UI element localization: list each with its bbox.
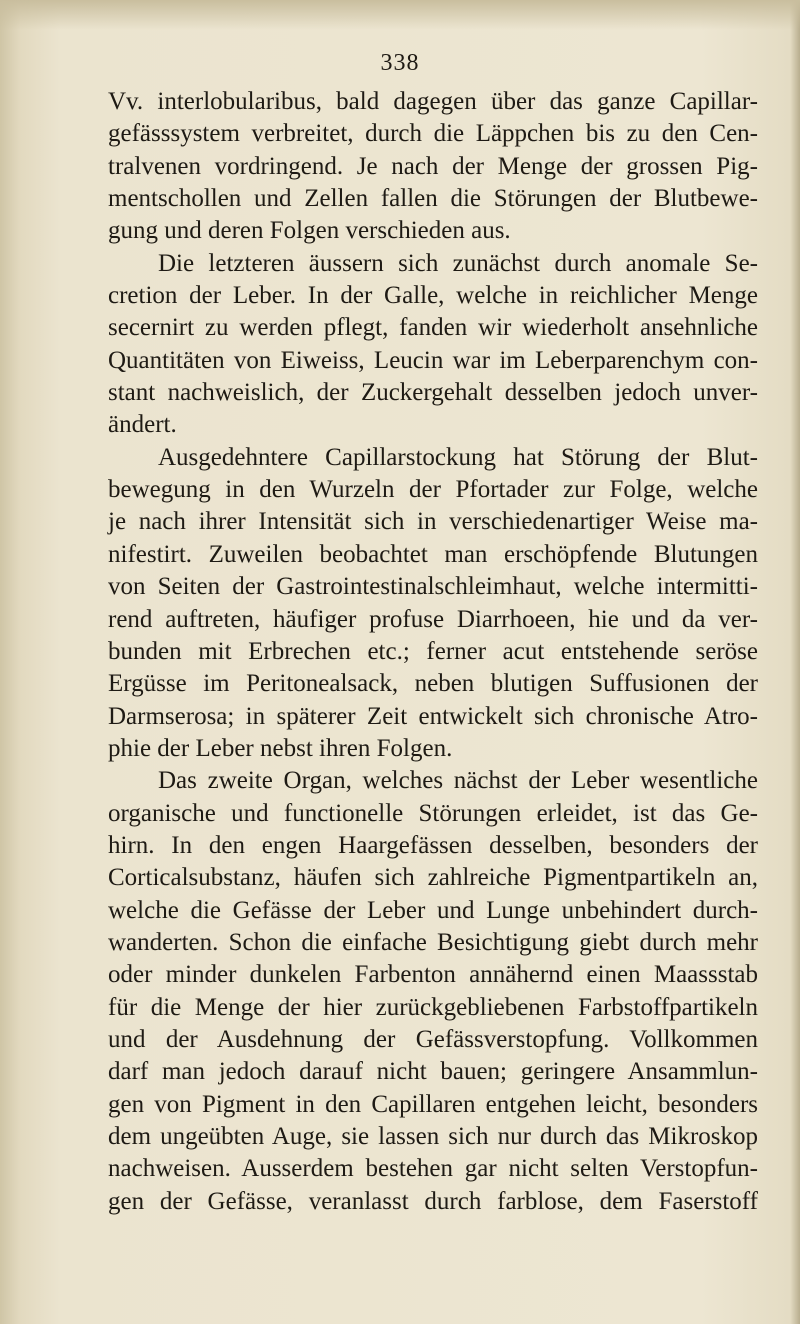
text-line: nachweisen. Ausserdem bestehen gar nicht selten Verstopfun- bbox=[108, 1155, 758, 1183]
text-line: je nach ihrer Intensität sich in verschiedenartiger Weise ma- bbox=[108, 508, 758, 536]
text-line: bunden mit Erbrechen etc.; ferner acut entstehende seröse bbox=[108, 637, 758, 665]
text-line: mentschollen und Zellen fallen die Störungen der Blutbewe- bbox=[108, 185, 758, 213]
text-line: phie der Leber nebst ihren Folgen. bbox=[108, 734, 453, 762]
text-line: welche die Gefässe der Leber und Lunge unbehindert durch- bbox=[108, 896, 758, 924]
text-line: Die letzteren äussern sich zunächst durch anomale Se- bbox=[158, 249, 758, 277]
text-line: von Seiten der Gastrointestinalschleimhaut, welche intermitti- bbox=[108, 573, 758, 601]
text-line: rend auftreten, häufiger profuse Diarrhoeen, hie und da ver- bbox=[108, 605, 758, 633]
text-line: Quantitäten von Eiweiss, Leucin war im Leberparenchym con- bbox=[108, 346, 758, 374]
text-line: Corticalsubstanz, häufen sich zahlreiche Pigmentpartikeln an, bbox=[108, 864, 758, 892]
page-number: 338 bbox=[380, 50, 420, 76]
text-line: nifestirt. Zuweilen beobachtet man erschöpfende Blutungen bbox=[108, 540, 758, 568]
text-line: bewegung in den Wurzeln der Pfortader zur Folge, welche bbox=[108, 476, 758, 504]
text-line: für die Menge der hier zurückgebliebenen Farbstoffpartikeln bbox=[108, 993, 758, 1021]
text-line: gen von Pigment in den Capillaren entgehen leicht, besonders bbox=[108, 1090, 758, 1118]
text-line: gefässsystem verbreitet, durch die Läppchen bis zu den Cen- bbox=[108, 120, 758, 148]
text-line: organische und functionelle Störungen erleidet, ist das Ge- bbox=[108, 799, 758, 827]
text-line: tralvenen vordringend. Je nach der Menge der grossen Pig- bbox=[108, 152, 758, 180]
text-line: oder minder dunkelen Farbenton annähernd einen Maassstab bbox=[108, 961, 758, 989]
text-line: cretion der Leber. In der Galle, welche in reichlicher Menge bbox=[108, 282, 758, 310]
text-line: Ergüsse im Peritonealsack, neben blutigen Suffusionen der bbox=[108, 670, 758, 698]
text-line: Darmserosa; in späterer Zeit entwickelt sich chronische Atro- bbox=[108, 702, 758, 730]
body-text bbox=[108, 86, 758, 1218]
text-line: stant nachweislich, der Zuckergehalt desselben jedoch unver- bbox=[108, 379, 758, 407]
text-line: Ausgedehntere Capillarstockung hat Störung der Blut- bbox=[158, 443, 758, 471]
text-line: wanderten. Schon die einfache Besichtigung giebt durch mehr bbox=[108, 928, 758, 956]
text-line: Das zweite Organ, welches nächst der Leber wesentliche bbox=[158, 767, 758, 795]
text-line: ändert. bbox=[108, 411, 177, 439]
text-line: hirn. In den engen Haargefässen desselben, besonders der bbox=[108, 831, 758, 859]
text-line: secernirt zu werden pflegt, fanden wir wiederholt ansehnliche bbox=[108, 314, 758, 342]
text-line: dem ungeübten Auge, sie lassen sich nur durch das Mikroskop bbox=[108, 1123, 758, 1150]
text-line: gung und deren Folgen verschieden aus. bbox=[108, 217, 511, 245]
text-line: darf man jedoch darauf nicht bauen; geringere Ansammlun- bbox=[108, 1058, 758, 1086]
text-line: Vv. interlobularibus, bald dagegen über das ganze Capillar- bbox=[108, 88, 758, 115]
text-line: gen der Gefässe, veranlasst durch farblose, dem Faserstoff bbox=[108, 1187, 758, 1215]
text-line: und der Ausdehnung der Gefässverstopfung. Vollkommen bbox=[108, 1025, 758, 1053]
